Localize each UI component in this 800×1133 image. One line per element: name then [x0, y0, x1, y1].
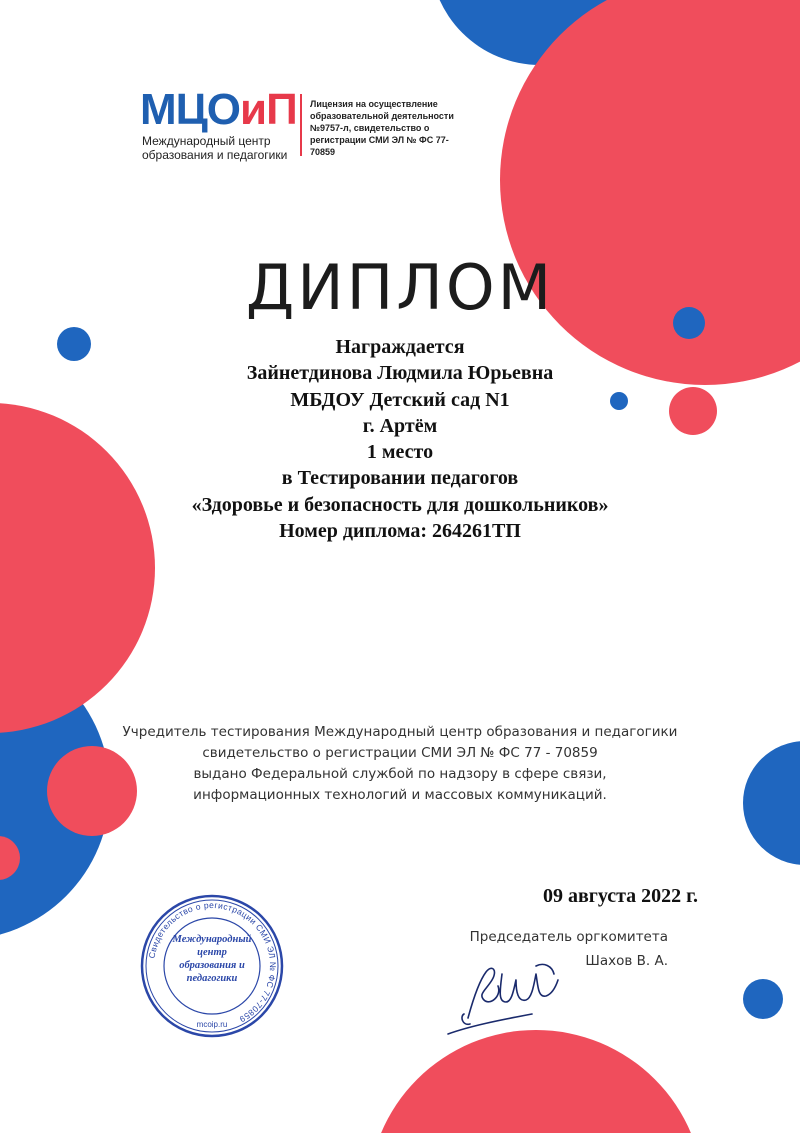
- logo-divider: [300, 94, 302, 156]
- award-block: [100, 334, 700, 544]
- city: г. Артём: [362, 414, 438, 437]
- stamp-center-line: педагогики: [186, 973, 238, 984]
- chairman-signature: [440, 944, 600, 1044]
- diploma-number: Номер диплома: 264261ТП: [279, 520, 521, 543]
- chairman-title: Председатель оргкомитета: [469, 929, 668, 945]
- stamp-center-line: центр: [197, 947, 227, 958]
- organization-name: МБДОУ Детский сад N1: [290, 388, 510, 411]
- official-stamp: [138, 892, 286, 1040]
- logo-mark: МЦОиП: [140, 85, 297, 134]
- blue-dot-left-small: [57, 327, 91, 361]
- chairman-name: Шахов В. А.: [585, 953, 668, 969]
- red-circle-bottom: [368, 1030, 704, 1133]
- stamp-center-line: образования и: [179, 960, 245, 971]
- place: 1 место: [366, 441, 434, 464]
- stamp-footer: mcoip.ru: [196, 1020, 228, 1029]
- stamp-ring-text: Свидетельство о регистрации СМИ ЭЛ № ФС 77-70859: [146, 899, 279, 1025]
- license-text: Лицензия на осуществление образовательной деятельности №9757-л, свидетельство о регистрации СМИ ЭЛ № ФС 77-70859: [310, 99, 454, 157]
- diploma-title: ДИПЛОМ: [245, 251, 555, 324]
- blue-dot-right-lower: [743, 979, 783, 1019]
- recipient-name: Зайнетдинова Людмила Юрьевна: [246, 362, 554, 385]
- logo-subtitle: Международный центр образования и педагогики: [142, 134, 288, 162]
- stamp-center-line: Международный: [172, 934, 252, 945]
- founder-info: Учредитель тестирования Международный центр образования и педагогики свидетельство о регистрации СМИ ЭЛ № ФС 77 - 70859 выдано Федеральной службой по надзору в сфере связи, информационных технологий и массовых коммуникаций.: [122, 724, 678, 803]
- organization-logo: [140, 85, 460, 168]
- event-name: в Тестировании педагогов: [281, 467, 519, 490]
- award-intro: Награждается: [335, 336, 465, 358]
- red-circle-top-right-large: [500, 0, 800, 385]
- issue-date: 09 августа 2022 г.: [542, 885, 698, 907]
- blue-circle-right-middle: [743, 741, 800, 865]
- topic: «Здоровье и безопасность для дошкольников»: [191, 493, 609, 516]
